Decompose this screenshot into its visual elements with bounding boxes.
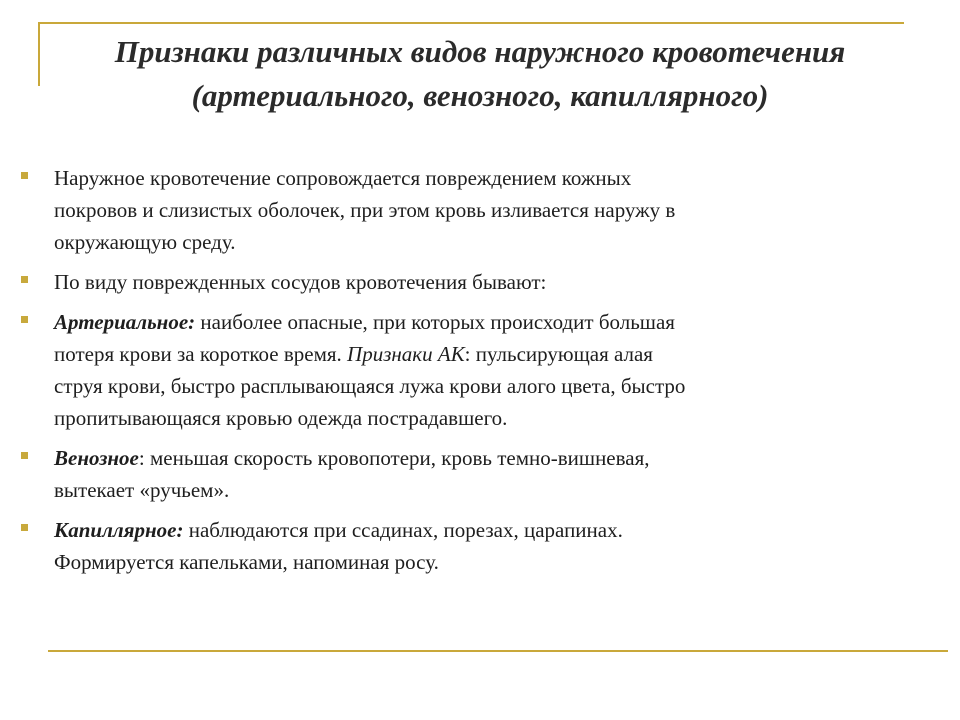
slide-title: Признаки различных видов наружного кровотечения (артериального, венозного, капиллярного)	[114, 34, 846, 113]
bullet-marker	[21, 316, 28, 323]
bullet-label: Артериальное:	[54, 310, 196, 334]
forearm-cut-photo	[680, 406, 946, 666]
bullet-text: наиболее опасные, при которых происходит большая потеря крови за короткое время.	[54, 310, 675, 366]
bullet-item-external	[20, 162, 700, 258]
bullet-sub-text: : пульсирующая алая струя крови, быстро расплывающаяся лужа крови алого цвета, быстро пропитывающаяся кровью одежда пострадавшего.	[54, 342, 686, 430]
bullet-item-arterial	[20, 306, 700, 434]
bullet-text: наблюдаются при ссадинах, порезах, царапинах. Формируется капельками, напоминая росу.	[54, 518, 623, 574]
left-rule	[38, 22, 40, 86]
arm-bleeding-illustration	[674, 318, 946, 408]
bullet-marker	[21, 452, 28, 459]
bullet-marker	[21, 524, 28, 531]
top-rule	[38, 22, 904, 24]
bullet-item-capillary	[20, 514, 700, 578]
bullet-label: Венозное	[54, 446, 139, 470]
bullet-label: Капиллярное:	[54, 518, 184, 542]
bullet-text: По виду поврежденных сосудов кровотечения бывают:	[54, 270, 547, 294]
bullet-item-types	[20, 266, 700, 298]
bullet-sub-label: Признаки АК	[347, 342, 465, 366]
bullet-marker	[21, 172, 28, 179]
bullet-text: Наружное кровотечение сопровождается повреждением кожных покровов и слизистых оболочек, при этом кровь изливается наружу в окружающую среду.	[54, 166, 676, 254]
bullet-marker	[21, 276, 28, 283]
bullet-list	[20, 162, 700, 586]
bullet-item-venous	[20, 442, 700, 506]
bullet-text: : меньшая скорость кровопотери, кровь темно-вишневая, вытекает «ручьем».	[54, 446, 650, 502]
